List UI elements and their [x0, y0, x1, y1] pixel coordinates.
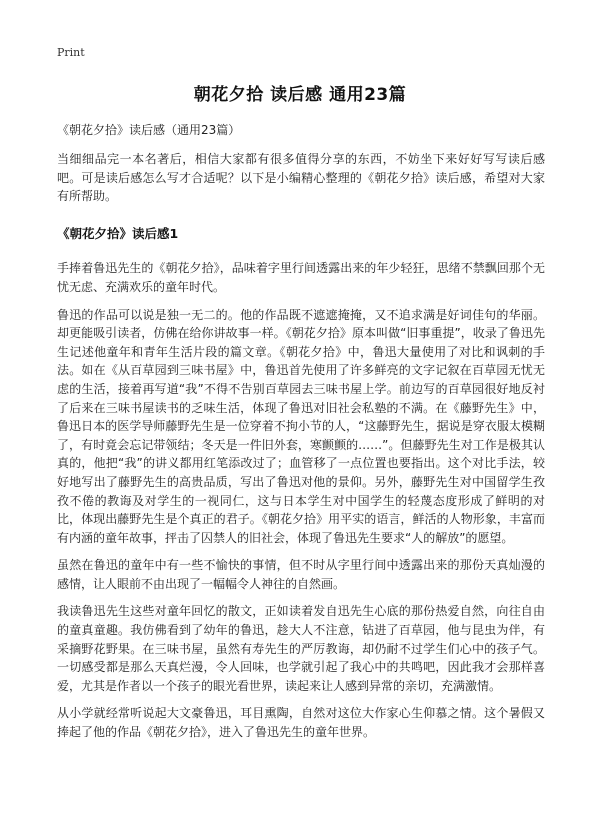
- section-heading: 《朝花夕拾》读后感1: [57, 225, 179, 241]
- print-link[interactable]: Print: [57, 46, 85, 59]
- paragraph-4: 我读鲁迅先生这些对童年回忆的散文，正如读着发自迅先生心底的那份热爱自然，向往自由的童真童趣。我仿佛看到了幼年的鲁迅，趁大人不注意，钻进了百草园，他与昆虫为伴，有采摘野花野果。在三味书屋，虽然有寿先生的严厉教诲，却仍耐不过学生们心中的孩子气。一切感受都是那么天真烂漫，令人回味，也学就引起了我心中的共鸣吧，因此我才会那样喜爱，尤其是作者以一个孩子的眼光看世界，读起来让人感到异常的亲切，充满激情。: [57, 604, 545, 693]
- page-subtitle: 《朝花夕拾》读后感（通用23篇）: [57, 123, 241, 137]
- intro-paragraph: 当细细品完一本名著后，相信大家都有很多值得分享的东西，不妨坐下来好好写写读后感吧。可是读后感怎么写才合适呢？以下是小编精心整理的《朝花夕拾》读后感，希望对大家有所帮助。: [57, 152, 545, 204]
- page-title: 朝花夕拾 读后感 通用23篇: [193, 85, 407, 105]
- article-body: [57, 150, 545, 751]
- paragraph-2: 鲁迅的作品可以说是独一无二的。他的作品既不遮遮掩掩，又不追求满是好词佳句的华丽。却更能吸引读者，仿佛在给你讲故事一样。《朝花夕拾》原本叫做“旧事重提”，收录了鲁迅先生记述他童年和青年生活片段的篇文章。《朝花夕拾》中，鲁迅大量使用了对比和讽刺的手法。如在《从百草园到三味书屋》中，鲁迅首先使用了许多鲜亮的文字记叙在百草园无忧无虑的生活，接着再写道“我”不得不告别百草园去三味书屋上学。前边写的百草园很好地反衬了后来在三味书屋读书的乏味生活，体现了鲁迅对旧社会私塾的不满。在《藤野先生》中，鲁迅日本的医学导师藤野先生是一位穿着不拘小节的人，“这藤野先生，据说是穿衣服太模糊了，有时竟会忘记带领结；冬天是一件旧外套，寒颤颤的……”。但藤野先生对工作是极其认真的，他把“我”的讲义都用红笔添改过了；血管移了一点位置也要指出。这个对比手法，较好地写出了藤野先生的高贵品质，写出了鲁迅对他的景仰。另外，藤野先生对中国留学生孜孜不倦的教诲及对学生的一视同仁，这与日本学生对中国学生的轻蔑态度形成了鲜明的对比，体现出藤野先生是个真正的君子。《朝花夕拾》用平实的语言，鲜活的人物形象，丰富而有内涵的童年故事，抨击了囚禁人的旧社会，体现了鲁迅先生要求“人的解放”的愿望。: [57, 307, 545, 545]
- paragraph-3: 虽然在鲁迅的童年中有一些不愉快的事情，但不时从字里行间中透露出来的那份天真灿漫的感情，让人眼前不由出现了一幅幅令人神往的自然画。: [57, 558, 545, 591]
- paragraph-1: 手捧着鲁迅先生的《朝花夕拾》，品味着字里行间透露出来的年少轻狂，思绪不禁飘回那个无忧无虑、充满欢乐的童年时代。: [57, 261, 545, 294]
- paragraph-5: 从小学就经常听说起大文豪鲁迅，耳目熏陶，自然对这位大作家心生仰慕之情。这个暑假又捧起了他的作品《朝花夕拾》，进入了鲁迅先生的童年世界。: [57, 706, 545, 740]
